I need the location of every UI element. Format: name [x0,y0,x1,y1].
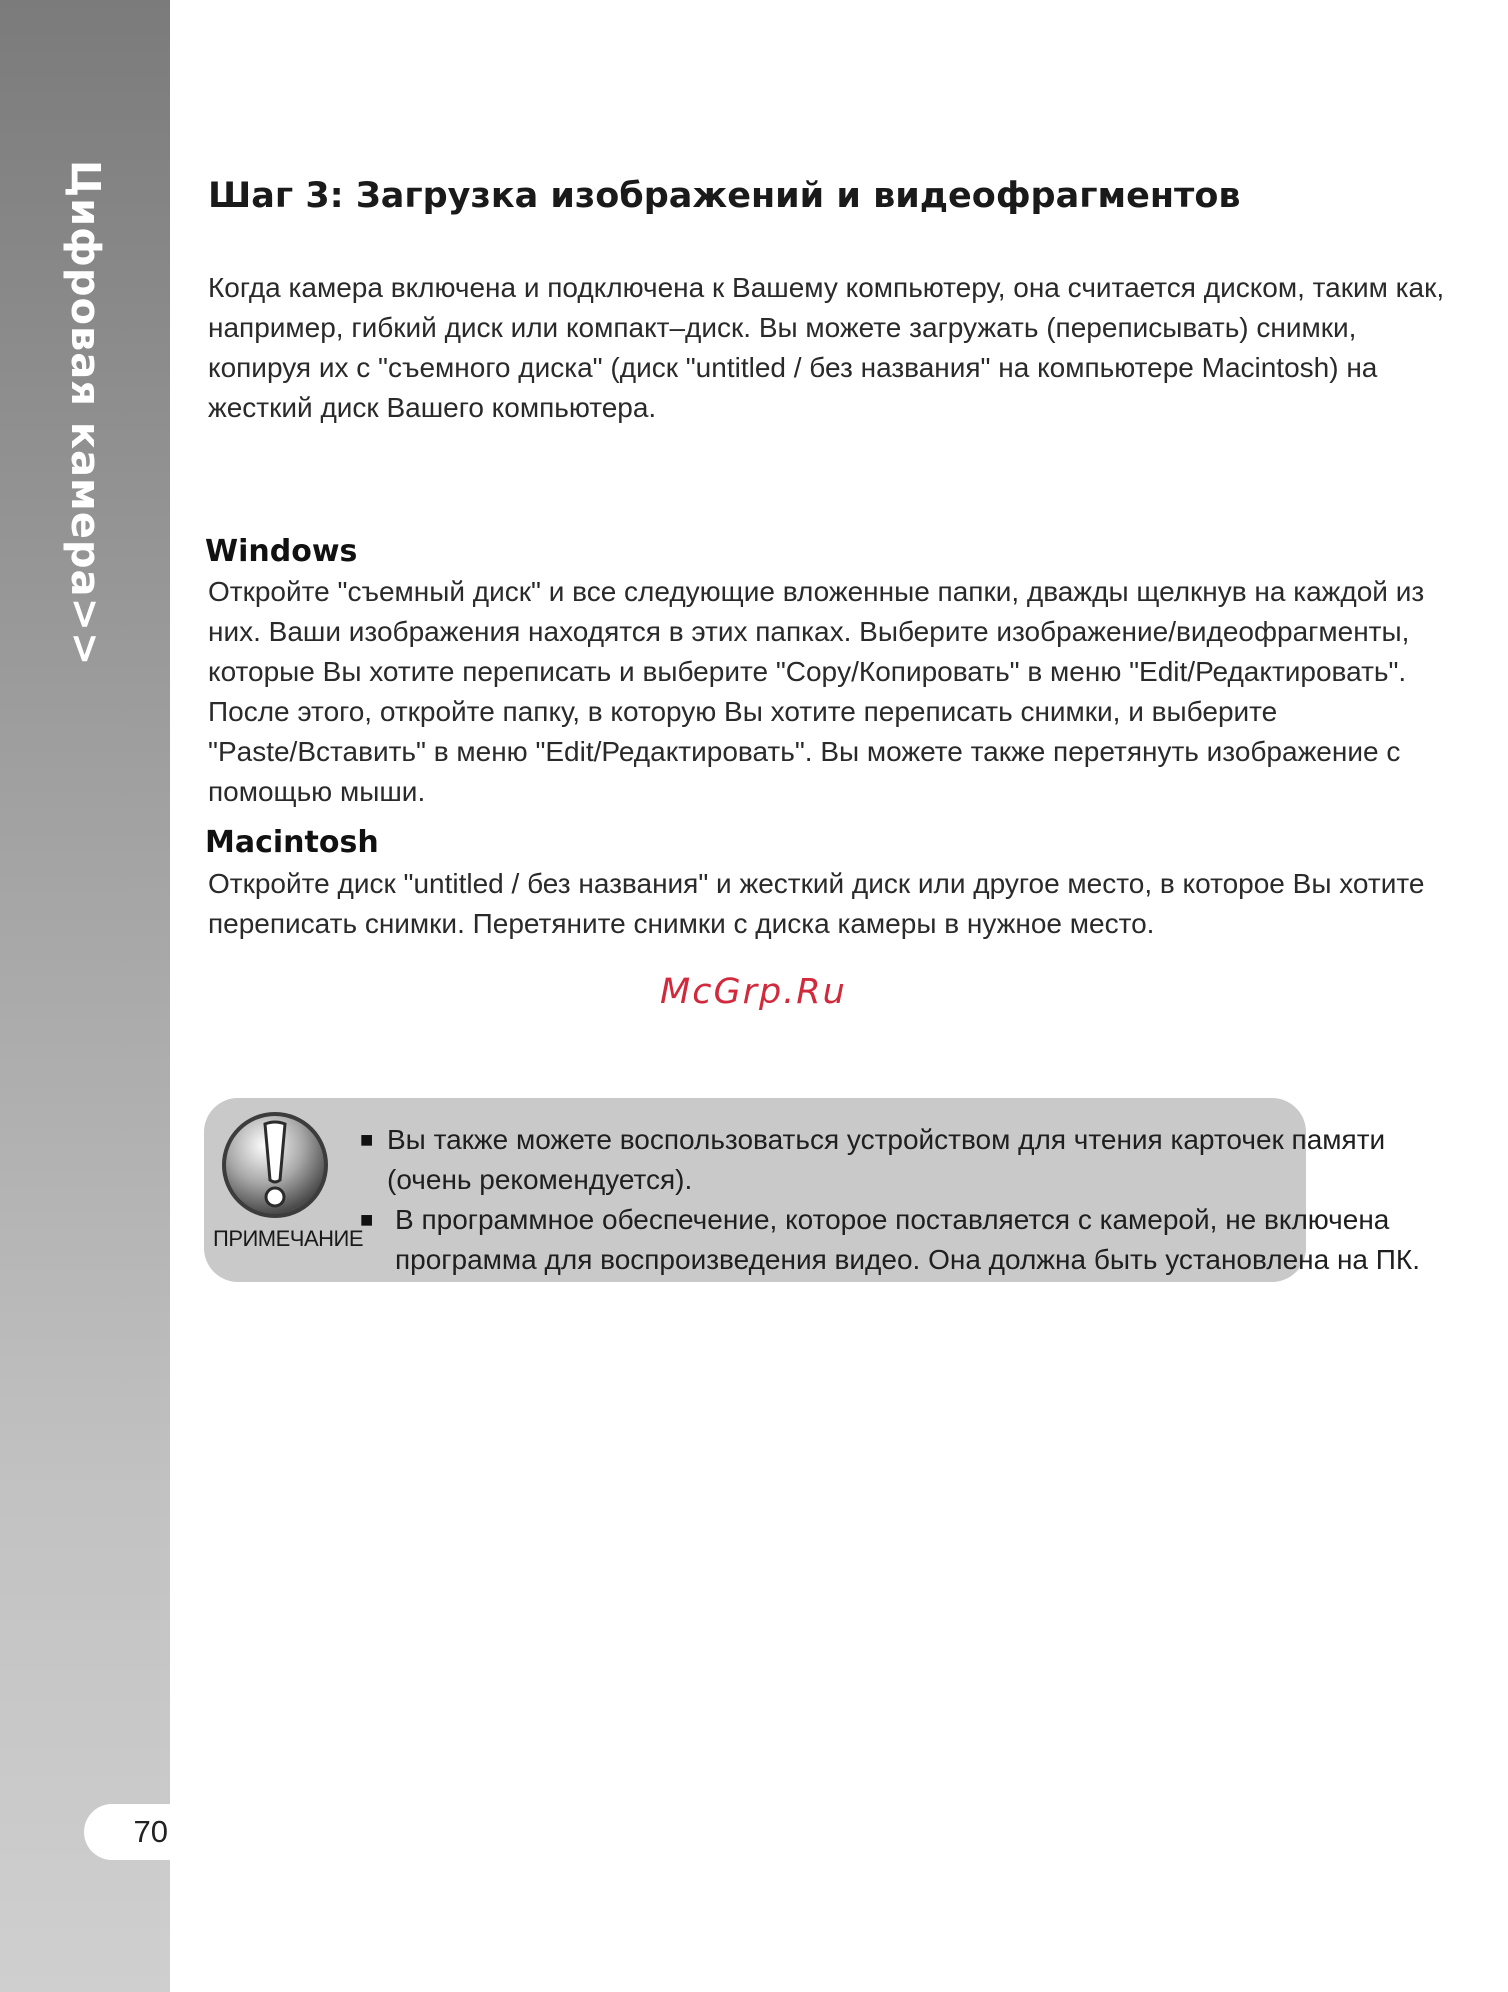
note-item [360,1120,1385,1200]
page-title: Шаг 3: Загрузка изображений и видеофрагментов [208,176,1241,216]
text-line: В программное обеспечение, которое поставляется с камерой, не включена [395,1204,1390,1235]
macintosh-paragraph [208,864,1425,944]
text-line: программа для воспроизведения видео. Она должна быть установлена на ПК. [395,1244,1420,1275]
text-line: Вы также можете воспользоваться устройством для чтения карточек памяти [387,1124,1386,1155]
page-number: 70 [133,1814,168,1849]
text-line: Откройте диск "untitled / без названия" и жесткий диск или другое место, в которое Вы хотите [208,868,1425,899]
text-line: например, гибкий диск или компакт–диск. Вы можете загружать (переписывать) снимки, [208,312,1357,343]
text-line: них. Ваши изображения находятся в этих папках. Выберите изображение/видеофрагменты, [208,616,1410,647]
text-line: "Paste/Вставить" в меню "Edit/Редактировать". Вы можете также перетянуть изображение с [208,736,1401,767]
side-band [0,0,170,1992]
exclamation-icon [220,1110,330,1220]
text-line: Когда камера включена и подключена к Вашему компьютеру, она считается диском, таким как, [208,272,1445,303]
text-line: жесткий диск Вашего компьютера. [208,392,657,423]
text-line: Откройте "съемный диск" и все следующие вложенные папки, дважды щелкнув на каждой из [208,576,1425,607]
section-title: Цифровая камера>> [62,160,108,667]
bullet-square-icon: ■ [360,1127,374,1152]
bullet-square-icon: ■ [360,1207,374,1232]
text-line: (очень рекомендуется). [387,1164,693,1195]
note-label: ПРИМЕЧАНИЕ [213,1226,364,1251]
text-line: которые Вы хотите переписать и выберите "Copy/Копировать" в меню "Edit/Редактировать". [208,656,1407,687]
windows-paragraph [208,572,1425,812]
watermark: McGrp.Ru [660,972,847,1012]
text-line: копируя их с "съемного диска" (диск "untitled / без названия" на компьютере Macintosh) на [208,352,1378,383]
page-number-tab [84,1804,170,1860]
note-item [360,1200,1420,1280]
text-line: переписать снимки. Перетяните снимки с диска камеры в нужное место. [208,908,1155,939]
text-line: После этого, откройте папку, в которую Вы хотите переписать снимки, и выберите [208,696,1278,727]
macintosh-heading: Macintosh [205,825,379,860]
intro-paragraph [208,268,1445,428]
windows-heading: Windows [205,534,358,569]
text-line: помощью мыши. [208,776,426,807]
